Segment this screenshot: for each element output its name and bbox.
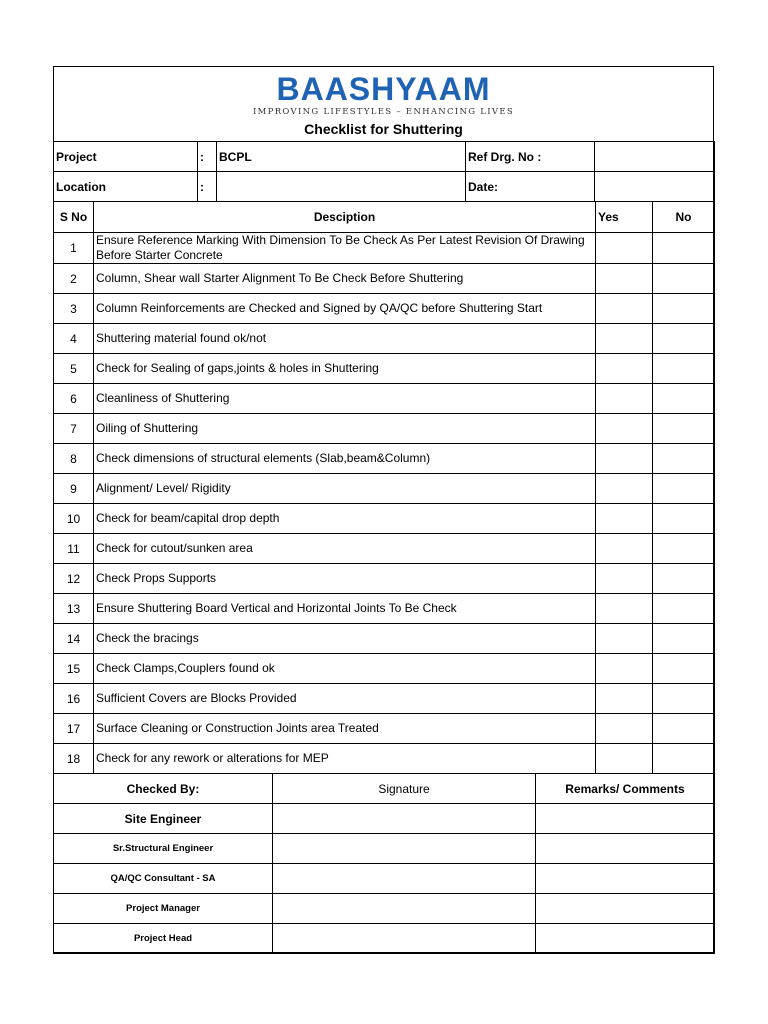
item-number: 8: [54, 444, 94, 474]
colon: :: [198, 142, 217, 172]
yes-checkbox-cell[interactable]: [596, 594, 653, 624]
item-number: 2: [54, 264, 94, 294]
location-label: Location: [54, 172, 198, 202]
no-checkbox-cell[interactable]: [653, 714, 715, 744]
no-checkbox-cell[interactable]: [653, 504, 715, 534]
item-description: Column Reinforcements are Checked and Signed by QA/QC before Shuttering Start: [94, 294, 596, 324]
checklist-row: [54, 324, 715, 354]
checklist-row: [54, 624, 715, 654]
item-number: 6: [54, 384, 94, 414]
no-checkbox-cell[interactable]: [653, 534, 715, 564]
yes-checkbox-cell[interactable]: [596, 414, 653, 444]
remarks-cell[interactable]: [536, 894, 715, 924]
signoff-row: [54, 924, 715, 954]
item-number: 15: [54, 654, 94, 684]
signoff-header-row: [54, 774, 715, 804]
remarks-cell[interactable]: [536, 864, 715, 894]
item-description: Shuttering material found ok/not: [94, 324, 596, 354]
checklist-row: [54, 414, 715, 444]
item-description: Check for cutout/sunken area: [94, 534, 596, 564]
no-checkbox-cell[interactable]: [653, 384, 715, 414]
item-number: 14: [54, 624, 94, 654]
location-row: [54, 172, 715, 202]
item-description: Cleanliness of Shuttering: [94, 384, 596, 414]
item-description: Ensure Shuttering Board Vertical and Horizontal Joints To Be Check: [94, 594, 596, 624]
item-number: 17: [54, 714, 94, 744]
yes-checkbox-cell[interactable]: [596, 654, 653, 684]
remarks-cell[interactable]: [536, 804, 715, 834]
ref-drawing-label: Ref Drg. No :: [466, 142, 595, 172]
item-number: 3: [54, 294, 94, 324]
signature-cell[interactable]: [273, 924, 536, 954]
item-description: Oiling of Shuttering: [94, 414, 596, 444]
logo-header: [54, 67, 713, 141]
yes-checkbox-cell[interactable]: [596, 233, 653, 264]
no-checkbox-cell[interactable]: [653, 324, 715, 354]
item-number: 5: [54, 354, 94, 384]
item-number: 4: [54, 324, 94, 354]
location-value[interactable]: [217, 172, 466, 202]
item-description: Check for Sealing of gaps,joints & holes in Shuttering: [94, 354, 596, 384]
no-checkbox-cell[interactable]: [653, 624, 715, 654]
no-checkbox-cell[interactable]: [653, 474, 715, 504]
checklist-row: [54, 444, 715, 474]
project-row: [54, 142, 715, 172]
ref-drawing-value[interactable]: [595, 142, 715, 172]
yes-checkbox-cell[interactable]: [596, 714, 653, 744]
checklist-row: [54, 384, 715, 414]
no-checkbox-cell[interactable]: [653, 354, 715, 384]
checked-by-header: Checked By:: [54, 774, 273, 804]
no-checkbox-cell[interactable]: [653, 594, 715, 624]
item-description: Check for beam/capital drop depth: [94, 504, 596, 534]
item-number: 7: [54, 414, 94, 444]
checklist-row: [54, 264, 715, 294]
yes-checkbox-cell[interactable]: [596, 294, 653, 324]
item-description: Surface Cleaning or Construction Joints area Treated: [94, 714, 596, 744]
item-number: 9: [54, 474, 94, 504]
project-info-table: [53, 141, 715, 202]
no-checkbox-cell[interactable]: [653, 294, 715, 324]
checklist-row: [54, 594, 715, 624]
checklist-row: [54, 744, 715, 774]
item-number: 12: [54, 564, 94, 594]
item-number: 10: [54, 504, 94, 534]
item-description: Check for any rework or alterations for MEP: [94, 744, 596, 774]
checklist-header-row: [54, 202, 715, 233]
company-tagline: IMPROVING LIFESTYLES – ENHANCING LIVES: [253, 107, 514, 117]
yes-checkbox-cell[interactable]: [596, 624, 653, 654]
no-checkbox-cell[interactable]: [653, 414, 715, 444]
yes-checkbox-cell[interactable]: [596, 564, 653, 594]
yes-checkbox-cell[interactable]: [596, 474, 653, 504]
signature-cell[interactable]: [273, 894, 536, 924]
checklist-row: [54, 294, 715, 324]
item-number: 11: [54, 534, 94, 564]
checklist-row: [54, 684, 715, 714]
yes-checkbox-cell[interactable]: [596, 534, 653, 564]
yes-checkbox-cell[interactable]: [596, 744, 653, 774]
signoff-row: [54, 894, 715, 924]
date-label: Date:: [466, 172, 595, 202]
signoff-table: [53, 773, 715, 954]
no-checkbox-cell[interactable]: [653, 684, 715, 714]
yes-checkbox-cell[interactable]: [596, 384, 653, 414]
item-description: Check the bracings: [94, 624, 596, 654]
checklist-row: [54, 474, 715, 504]
remarks-cell[interactable]: [536, 834, 715, 864]
no-checkbox-cell[interactable]: [653, 264, 715, 294]
signoff-row: [54, 804, 715, 834]
checklist-row: [54, 504, 715, 534]
checklist-table: [53, 201, 715, 774]
project-label: Project: [54, 142, 198, 172]
yes-checkbox-cell[interactable]: [596, 264, 653, 294]
item-description: Sufficient Covers are Blocks Provided: [94, 684, 596, 714]
description-header: Desciption: [94, 202, 596, 233]
no-checkbox-cell[interactable]: [653, 444, 715, 474]
no-header: No: [653, 202, 715, 233]
role-label: Sr.Structural Engineer: [54, 834, 273, 864]
item-description: Column, Shear wall Starter Alignment To Be Check Before Shuttering: [94, 264, 596, 294]
checklist-sheet: [53, 66, 714, 953]
checklist-row: [54, 654, 715, 684]
signoff-row: [54, 864, 715, 894]
yes-header: Yes: [596, 202, 653, 233]
signature-cell[interactable]: [273, 804, 536, 834]
signoff-row: [54, 834, 715, 864]
no-checkbox-cell[interactable]: [653, 564, 715, 594]
role-label: Project Manager: [54, 894, 273, 924]
project-value[interactable]: BCPL: [217, 142, 466, 172]
checklist-row: [54, 354, 715, 384]
checklist-row: [54, 233, 715, 264]
colon: :: [198, 172, 217, 202]
yes-checkbox-cell[interactable]: [596, 354, 653, 384]
item-description: Check Props Supports: [94, 564, 596, 594]
no-checkbox-cell[interactable]: [653, 233, 715, 264]
item-description: Check dimensions of structural elements (Slab,beam&Column): [94, 444, 596, 474]
document-title: Checklist for Shuttering: [304, 121, 463, 137]
sno-header: S No: [54, 202, 94, 233]
yes-checkbox-cell[interactable]: [596, 504, 653, 534]
role-label: QA/QC Consultant - SA: [54, 864, 273, 894]
item-number: 18: [54, 744, 94, 774]
item-number: 13: [54, 594, 94, 624]
yes-checkbox-cell[interactable]: [596, 684, 653, 714]
date-value[interactable]: [595, 172, 715, 202]
item-description: Check Clamps,Couplers found ok: [94, 654, 596, 684]
yes-checkbox-cell[interactable]: [596, 324, 653, 354]
yes-checkbox-cell[interactable]: [596, 444, 653, 474]
remarks-header: Remarks/ Comments: [536, 774, 715, 804]
role-label: Site Engineer: [54, 804, 273, 834]
checklist-row: [54, 564, 715, 594]
item-description: Ensure Reference Marking With Dimension To Be Check As Per Latest Revision Of Drawing Before Starter Concrete: [94, 233, 596, 264]
no-checkbox-cell[interactable]: [653, 654, 715, 684]
checklist-row: [54, 714, 715, 744]
role-label: Project Head: [54, 924, 273, 954]
signature-cell[interactable]: [273, 864, 536, 894]
signature-cell[interactable]: [273, 834, 536, 864]
company-logo: BAASHYAAM: [276, 71, 491, 107]
no-checkbox-cell[interactable]: [653, 744, 715, 774]
checklist-row: [54, 534, 715, 564]
signature-header: Signature: [273, 774, 536, 804]
item-number: 16: [54, 684, 94, 714]
remarks-cell[interactable]: [536, 924, 715, 954]
item-description: Alignment/ Level/ Rigidity: [94, 474, 596, 504]
item-number: 1: [54, 233, 94, 264]
